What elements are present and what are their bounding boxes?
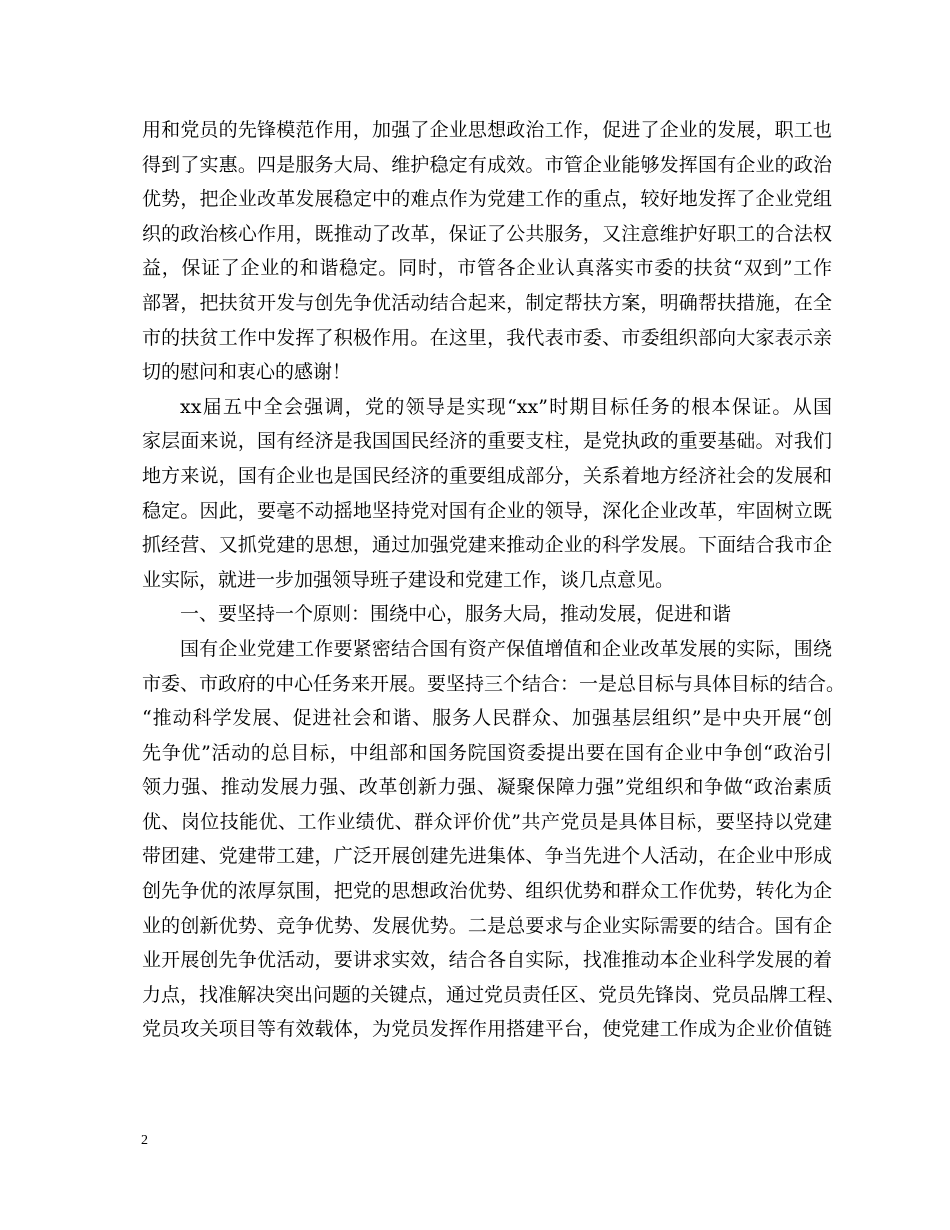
text-line: 稳定。因此，要毫不动摇地坚持党对国有企业的领导，深化企业改革，牢固树立既 <box>142 499 832 522</box>
text-line: 力点，找准解决突出问题的关键点，通过党员责任区、党员先锋岗、党员品牌工程、 <box>142 983 846 1006</box>
text-line: 市的扶贫工作中发挥了积极作用。在这里，我代表市委、市委组织部向大家表示亲 <box>142 326 832 349</box>
text-line: xx届五中全会强调，党的领导是实现“xx”时期目标任务的根本保证。从国 <box>180 395 832 418</box>
text-line: 部署，把扶贫开发与创先争优活动结合起来，制定帮扶方案，明确帮扶措施，在全 <box>142 291 832 314</box>
text-line: 地方来说，国有企业也是国民经济的重要组成部分，关系着地方经济社会的发展和 <box>142 464 832 487</box>
text-line: 领力强、推动发展力强、改革创新力强、凝聚保障力强”党组织和争做“政治素质 <box>142 776 832 799</box>
text-line: 用和党员的先锋模范作用，加强了企业思想政治工作，促进了企业的发展，职工也 <box>142 119 832 141</box>
text-line: 业实际，就进一步加强领导班子建设和党建工作，谈几点意见。 <box>142 568 675 591</box>
paragraph <box>142 113 832 390</box>
text-line: 抓经营、又抓党建的思想，通过加强党建来推动企业的科学发展。下面结合我市企 <box>142 534 832 557</box>
text-line: 先争优”活动的总目标，中组部和国务院国资委提出要在国有企业中争创“政治引 <box>142 741 832 764</box>
text-line: “推动科学发展、促进社会和谐、服务人民群众、加强基层组织”是中央开展“创 <box>142 707 832 730</box>
text-line: 优势，把企业改革发展稳定中的难点作为党建工作的重点，较好地发挥了企业党组 <box>142 188 832 211</box>
text-line: 益，保证了企业的和谐稳定。同时，市管各企业认真落实市委的扶贫“双到”工作 <box>142 257 832 280</box>
text-line: 创先争优的浓厚氛围，把党的思想政治优势、组织优势和群众工作优势，转化为企 <box>142 880 832 903</box>
text-line: 一、要坚持一个原则：围绕中心，服务大局，推动发展，促进和谐 <box>180 603 732 626</box>
text-line: 市委、市政府的中心任务来开展。要坚持三个结合：一是总目标与具体目标的结合。 <box>142 672 846 695</box>
paragraph <box>142 390 832 598</box>
text-line: 业开展创先争优活动，要讲求实效，结合各自实际，找准推动本企业科学发展的着 <box>142 949 832 972</box>
text-line: 国有企业党建工作要紧密结合国有资产保值增值和企业改革发展的实际，围绕 <box>180 637 832 660</box>
text-line: 切的慰问和衷心的感谢！ <box>142 361 352 384</box>
paragraph <box>142 597 832 632</box>
text-line: 党员攻关项目等有效载体，为党员发挥作用搭建平台，使党建工作成为企业价值链 <box>142 1018 832 1041</box>
text-line: 织的政治核心作用，既推动了改革，保证了公共服务，又注意维护好职工的合法权 <box>142 222 832 245</box>
text-line: 业的创新优势、竞争优势、发展优势。二是总要求与企业实际需要的结合。国有企 <box>142 914 832 937</box>
paragraph <box>142 632 846 1047</box>
text-line: 带团建、党建带工建，广泛开展创建先进集体、争当先进个人活动，在企业中形成 <box>142 845 832 868</box>
text-line: 得到了实惠。四是服务大局、维护稳定有成效。市管企业能够发挥国有企业的政治 <box>142 153 832 176</box>
document-body <box>142 113 846 1047</box>
text-line: 家层面来说，国有经济是我国国民经济的重要支柱，是党执政的重要基础。对我们 <box>142 430 832 453</box>
text-line: 优、岗位技能优、工作业绩优、群众评价优”共产党员是具体目标，要坚持以党建 <box>142 810 832 833</box>
page-number: 2 <box>141 1133 148 1148</box>
